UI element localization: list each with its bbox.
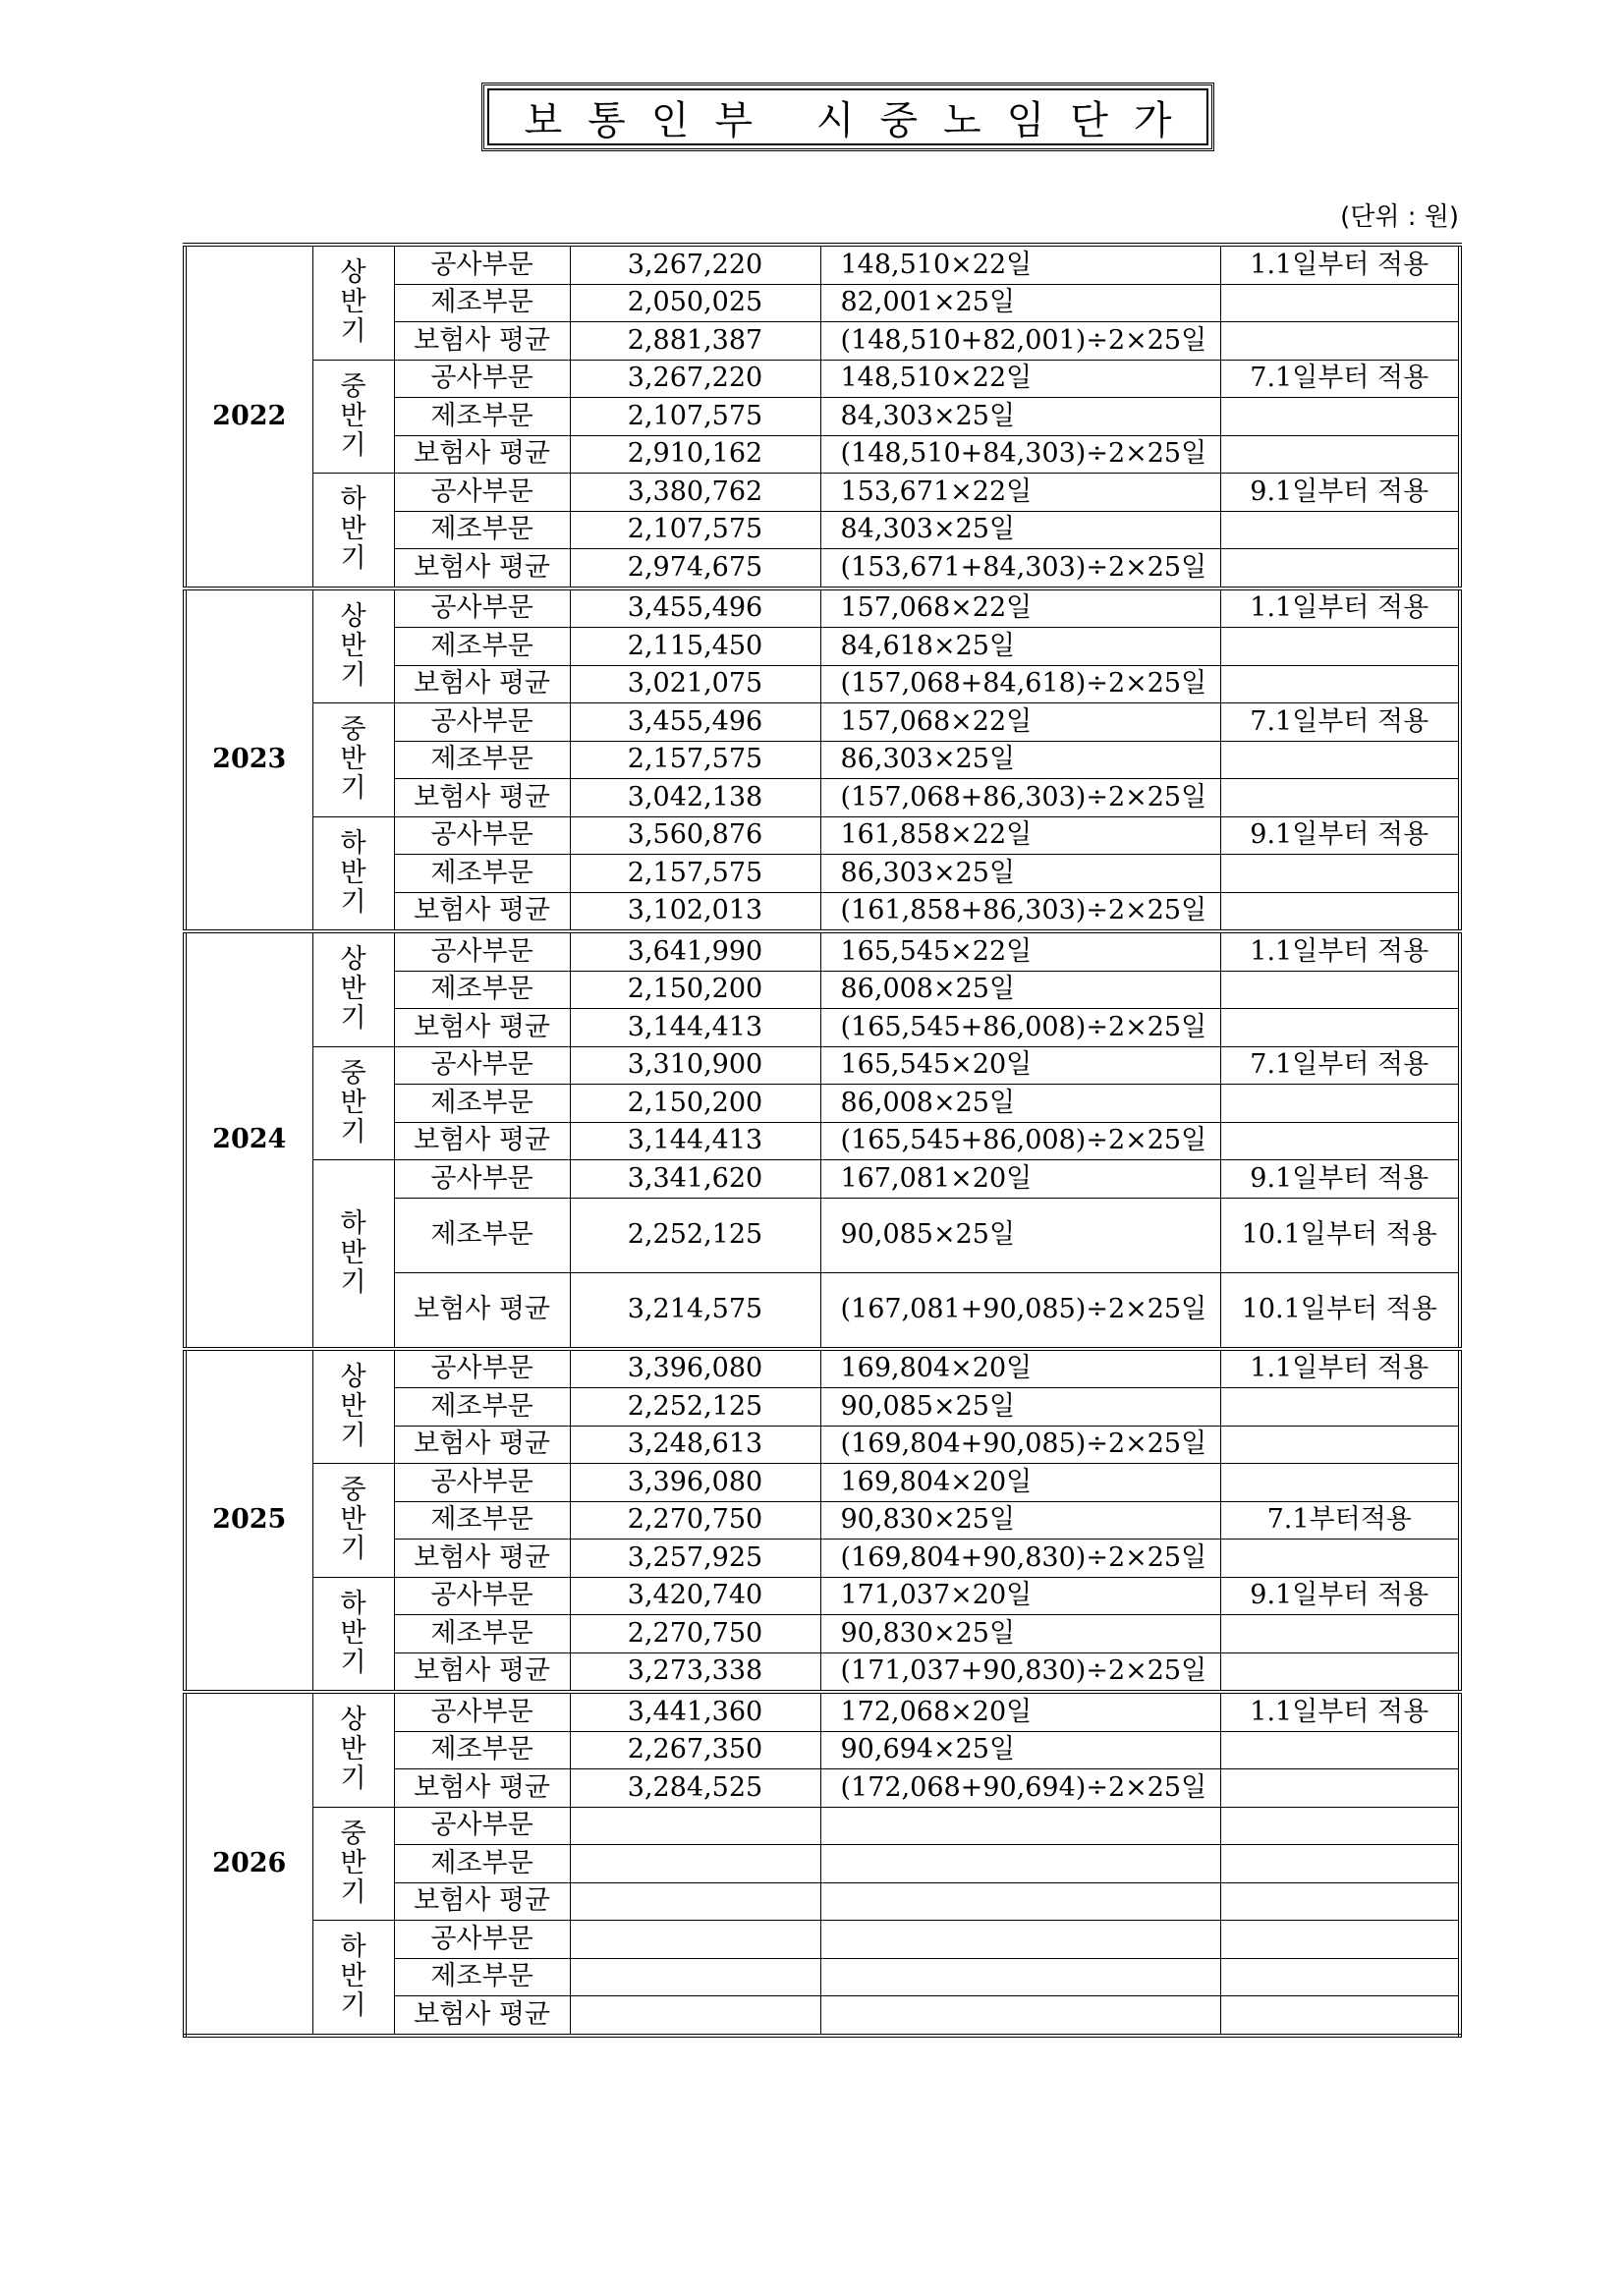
category-cell: 제조부문 (394, 628, 570, 666)
period-label-char: 반 (340, 1087, 366, 1118)
table-row (185, 360, 1460, 398)
formula-cell: 157,068×22일 (820, 588, 1220, 628)
category-cell: 제조부문 (394, 511, 570, 549)
period-label-char: 상 (340, 257, 366, 289)
period-label-char: 반 (340, 857, 366, 888)
note-cell: 1.1일부터 적용 (1220, 1692, 1460, 1731)
table-row (185, 703, 1460, 742)
period-label-char: 반 (340, 1504, 366, 1536)
category-cell: 보험사 평균 (394, 1122, 570, 1160)
amount-cell: 2,974,675 (570, 549, 820, 588)
note-cell (1220, 1731, 1460, 1769)
amount-cell: 3,021,075 (570, 665, 820, 703)
table-row (185, 1921, 1460, 1959)
note-cell: 7.1부터적용 (1220, 1501, 1460, 1540)
category-cell: 공사부문 (394, 1046, 570, 1085)
period-label-char: 기 (340, 1266, 366, 1298)
period-label-char: 반 (340, 1617, 366, 1649)
category-cell: 보험사 평균 (394, 435, 570, 474)
formula-cell: (172,068+90,694)÷2×25일 (820, 1769, 1220, 1808)
formula-cell: (169,804+90,830)÷2×25일 (820, 1540, 1220, 1578)
amount-cell: 3,420,740 (570, 1577, 820, 1615)
wage-table-body (185, 245, 1460, 2036)
unit-label: (단위 : 원) (1340, 202, 1459, 232)
formula-cell (820, 1921, 1220, 1959)
note-cell (1220, 1882, 1460, 1921)
formula-cell: 82,001×25일 (820, 284, 1220, 322)
amount-cell: 2,267,350 (570, 1731, 820, 1769)
note-cell (1220, 1652, 1460, 1692)
category-cell: 공사부문 (394, 588, 570, 628)
period-label-char: 중 (340, 370, 366, 402)
period-cell (312, 703, 394, 817)
amount-cell: 2,150,200 (570, 971, 820, 1009)
period-label-char: 반 (340, 1237, 366, 1268)
category-cell: 제조부문 (394, 1198, 570, 1272)
category-cell: 공사부문 (394, 1160, 570, 1199)
formula-cell: (165,545+86,008)÷2×25일 (820, 1009, 1220, 1047)
formula-cell: 90,085×25일 (820, 1388, 1220, 1427)
table-row (185, 1807, 1460, 1845)
period-label-char: 기 (340, 1116, 366, 1148)
period-label-char: 기 (340, 429, 366, 461)
category-cell: 제조부문 (394, 1388, 570, 1427)
period-label-char: 반 (340, 1390, 366, 1422)
formula-cell: (157,068+84,618)÷2×25일 (820, 665, 1220, 703)
amount-cell: 3,341,620 (570, 1160, 820, 1199)
formula-cell: (157,068+86,303)÷2×25일 (820, 779, 1220, 817)
note-cell: 1.1일부터 적용 (1220, 588, 1460, 628)
formula-cell: 84,618×25일 (820, 628, 1220, 666)
amount-cell: 2,270,750 (570, 1501, 820, 1540)
amount-cell (570, 1882, 820, 1921)
category-cell: 보험사 평균 (394, 892, 570, 931)
table-row (185, 1692, 1460, 1731)
period-label-char: 반 (340, 514, 366, 545)
note-cell (1220, 284, 1460, 322)
amount-cell: 3,396,080 (570, 1464, 820, 1502)
period-label-char: 기 (340, 1764, 366, 1795)
note-cell: 9.1일부터 적용 (1220, 1160, 1460, 1199)
formula-cell (820, 1845, 1220, 1883)
table-row (185, 1349, 1460, 1388)
formula-cell: 165,545×22일 (820, 931, 1220, 971)
amount-cell: 3,455,496 (570, 588, 820, 628)
category-cell: 공사부문 (394, 816, 570, 855)
formula-cell: 90,830×25일 (820, 1615, 1220, 1653)
formula-cell: 161,858×22일 (820, 816, 1220, 855)
amount-cell (570, 1845, 820, 1883)
amount-cell (570, 1921, 820, 1959)
note-cell (1220, 1426, 1460, 1464)
period-label-char: 중 (340, 1057, 366, 1089)
period-cell (312, 245, 394, 360)
year-cell: 2023 (185, 588, 312, 932)
amount-cell: 2,252,125 (570, 1388, 820, 1427)
period-cell (312, 1577, 394, 1692)
formula-cell: 169,804×20일 (820, 1464, 1220, 1502)
formula-cell: 153,671×22일 (820, 474, 1220, 512)
category-cell: 보험사 평균 (394, 549, 570, 588)
note-cell (1220, 779, 1460, 817)
period-label-char: 하 (340, 1932, 366, 1963)
category-cell: 공사부문 (394, 1464, 570, 1502)
category-cell: 제조부문 (394, 398, 570, 436)
period-label-char: 반 (340, 287, 366, 318)
year-cell: 2022 (185, 245, 312, 588)
table-row (185, 931, 1460, 971)
period-label-char: 기 (340, 1876, 366, 1908)
category-cell: 공사부문 (394, 703, 570, 742)
amount-cell: 2,157,575 (570, 741, 820, 779)
note-cell (1220, 322, 1460, 361)
formula-cell (820, 1807, 1220, 1845)
period-label-char: 기 (340, 1003, 366, 1035)
period-cell (312, 1046, 394, 1160)
amount-cell: 2,107,575 (570, 511, 820, 549)
category-cell: 보험사 평균 (394, 1426, 570, 1464)
note-cell (1220, 1845, 1460, 1883)
period-label-char: 기 (340, 773, 366, 805)
category-cell: 보험사 평균 (394, 1652, 570, 1692)
formula-cell: 90,830×25일 (820, 1501, 1220, 1540)
note-cell (1220, 1122, 1460, 1160)
amount-cell: 2,107,575 (570, 398, 820, 436)
amount-cell: 3,273,338 (570, 1652, 820, 1692)
period-cell (312, 1692, 394, 1807)
note-cell (1220, 1464, 1460, 1502)
formula-cell: 167,081×20일 (820, 1160, 1220, 1199)
period-label-char: 하 (340, 827, 366, 859)
formula-cell: (148,510+84,303)÷2×25일 (820, 435, 1220, 474)
note-cell: 9.1일부터 적용 (1220, 474, 1460, 512)
note-cell (1220, 511, 1460, 549)
note-cell: 9.1일부터 적용 (1220, 1577, 1460, 1615)
amount-cell: 3,102,013 (570, 892, 820, 931)
category-cell: 제조부문 (394, 1731, 570, 1769)
amount-cell: 3,144,413 (570, 1122, 820, 1160)
period-label-char: 상 (340, 944, 366, 976)
formula-cell: 90,085×25일 (820, 1198, 1220, 1272)
note-cell (1220, 1958, 1460, 1996)
period-label-char: 상 (340, 1705, 366, 1736)
amount-cell: 3,248,613 (570, 1426, 820, 1464)
amount-cell: 2,157,575 (570, 855, 820, 893)
note-cell (1220, 1807, 1460, 1845)
formula-cell: 90,694×25일 (820, 1731, 1220, 1769)
note-cell (1220, 628, 1460, 666)
period-label-char: 중 (340, 1818, 366, 1849)
formula-cell (820, 1958, 1220, 1996)
table-row (185, 1577, 1460, 1615)
wage-table (183, 243, 1462, 2038)
category-cell: 보험사 평균 (394, 1769, 570, 1808)
amount-cell (570, 1996, 820, 2036)
period-label-char: 하 (340, 1588, 366, 1619)
period-label-char: 기 (340, 1647, 366, 1678)
formula-cell: 148,510×22일 (820, 360, 1220, 398)
period-label-char: 중 (340, 1475, 366, 1506)
category-cell: 보험사 평균 (394, 1009, 570, 1047)
amount-cell: 3,267,220 (570, 360, 820, 398)
formula-cell: 84,303×25일 (820, 511, 1220, 549)
note-cell: 9.1일부터 적용 (1220, 816, 1460, 855)
category-cell: 공사부문 (394, 1349, 570, 1388)
table-row (185, 1160, 1460, 1199)
document-title-box (481, 83, 1214, 151)
note-cell (1220, 1996, 1460, 2036)
period-label-char: 반 (340, 1734, 366, 1765)
category-cell: 공사부문 (394, 360, 570, 398)
period-label-char: 중 (340, 714, 366, 746)
formula-cell: (148,510+82,001)÷2×25일 (820, 322, 1220, 361)
table-row (185, 1046, 1460, 1085)
period-label-char: 하 (340, 484, 366, 516)
period-label-char: 기 (340, 543, 366, 575)
formula-cell: 84,303×25일 (820, 398, 1220, 436)
category-cell: 제조부문 (394, 1958, 570, 1996)
category-cell: 제조부문 (394, 855, 570, 893)
note-cell: 1.1일부터 적용 (1220, 245, 1460, 284)
year-cell: 2026 (185, 1692, 312, 2036)
formula-cell (820, 1996, 1220, 2036)
note-cell (1220, 1388, 1460, 1427)
note-cell (1220, 855, 1460, 893)
note-cell (1220, 1769, 1460, 1808)
amount-cell: 2,881,387 (570, 322, 820, 361)
amount-cell: 3,380,762 (570, 474, 820, 512)
formula-cell: 86,008×25일 (820, 1085, 1220, 1123)
formula-cell: 171,037×20일 (820, 1577, 1220, 1615)
amount-cell (570, 1807, 820, 1845)
note-cell: 7.1일부터 적용 (1220, 703, 1460, 742)
note-cell (1220, 549, 1460, 588)
period-cell (312, 1464, 394, 1578)
note-cell: 10.1일부터 적용 (1220, 1272, 1460, 1349)
category-cell: 보험사 평균 (394, 322, 570, 361)
amount-cell: 3,441,360 (570, 1692, 820, 1731)
category-cell: 공사부문 (394, 931, 570, 971)
formula-cell: 169,804×20일 (820, 1349, 1220, 1388)
period-cell (312, 1160, 394, 1349)
period-label-char: 기 (340, 1420, 366, 1451)
period-label-char: 반 (340, 1961, 366, 1992)
formula-cell: 86,008×25일 (820, 971, 1220, 1009)
note-cell (1220, 665, 1460, 703)
formula-cell: 86,303×25일 (820, 741, 1220, 779)
note-cell (1220, 435, 1460, 474)
period-label-char: 하 (340, 1207, 366, 1239)
category-cell: 보험사 평균 (394, 1540, 570, 1578)
category-cell: 제조부문 (394, 1615, 570, 1653)
note-cell: 7.1일부터 적용 (1220, 1046, 1460, 1085)
period-label-char: 반 (340, 1847, 366, 1878)
amount-cell: 2,150,200 (570, 1085, 820, 1123)
amount-cell: 3,560,876 (570, 816, 820, 855)
period-cell (312, 474, 394, 588)
period-label-char: 기 (340, 316, 366, 348)
note-cell: 10.1일부터 적용 (1220, 1198, 1460, 1272)
period-cell (312, 360, 394, 474)
category-cell: 제조부문 (394, 741, 570, 779)
category-cell: 공사부문 (394, 474, 570, 512)
category-cell: 제조부문 (394, 1085, 570, 1123)
table-row (185, 474, 1460, 512)
table-row (185, 588, 1460, 628)
table-row (185, 816, 1460, 855)
period-label-char: 반 (340, 630, 366, 661)
formula-cell: 157,068×22일 (820, 703, 1220, 742)
period-cell (312, 1807, 394, 1921)
amount-cell: 2,270,750 (570, 1615, 820, 1653)
period-cell (312, 816, 394, 931)
formula-cell: (165,545+86,008)÷2×25일 (820, 1122, 1220, 1160)
note-cell: 1.1일부터 적용 (1220, 1349, 1460, 1388)
amount-cell: 3,455,496 (570, 703, 820, 742)
period-label-char: 상 (340, 600, 366, 632)
category-cell: 공사부문 (394, 1692, 570, 1731)
amount-cell: 3,310,900 (570, 1046, 820, 1085)
period-cell (312, 1921, 394, 2036)
amount-cell: 2,910,162 (570, 435, 820, 474)
amount-cell (570, 1958, 820, 1996)
note-cell: 7.1일부터 적용 (1220, 360, 1460, 398)
formula-cell: (169,804+90,085)÷2×25일 (820, 1426, 1220, 1464)
table-row (185, 1464, 1460, 1502)
formula-cell: (171,037+90,830)÷2×25일 (820, 1652, 1220, 1692)
amount-cell: 3,284,525 (570, 1769, 820, 1808)
category-cell: 제조부문 (394, 971, 570, 1009)
period-label-char: 상 (340, 1361, 366, 1392)
amount-cell: 3,214,575 (570, 1272, 820, 1349)
amount-cell: 3,641,990 (570, 931, 820, 971)
formula-cell: (161,858+86,303)÷2×25일 (820, 892, 1220, 931)
period-label-char: 기 (340, 659, 366, 691)
category-cell: 공사부문 (394, 1921, 570, 1959)
note-cell: 1.1일부터 적용 (1220, 931, 1460, 971)
category-cell: 공사부문 (394, 1577, 570, 1615)
category-cell: 보험사 평균 (394, 779, 570, 817)
note-cell (1220, 971, 1460, 1009)
formula-cell (820, 1882, 1220, 1921)
year-cell: 2024 (185, 931, 312, 1349)
formula-cell: 86,303×25일 (820, 855, 1220, 893)
note-cell (1220, 892, 1460, 931)
note-cell (1220, 1540, 1460, 1578)
amount-cell: 3,042,138 (570, 779, 820, 817)
table-row (185, 245, 1460, 284)
amount-cell: 2,252,125 (570, 1198, 820, 1272)
amount-cell: 3,267,220 (570, 245, 820, 284)
category-cell: 공사부문 (394, 245, 570, 284)
formula-cell: 165,545×20일 (820, 1046, 1220, 1085)
category-cell: 제조부문 (394, 284, 570, 322)
period-cell (312, 1349, 394, 1464)
period-cell (312, 588, 394, 703)
category-cell: 보험사 평균 (394, 1882, 570, 1921)
formula-cell: 148,510×22일 (820, 245, 1220, 284)
category-cell: 제조부문 (394, 1501, 570, 1540)
period-label-char: 반 (340, 744, 366, 775)
note-cell (1220, 1009, 1460, 1047)
amount-cell: 2,115,450 (570, 628, 820, 666)
formula-cell: (167,081+90,085)÷2×25일 (820, 1272, 1220, 1349)
period-cell (312, 931, 394, 1046)
amount-cell: 3,144,413 (570, 1009, 820, 1047)
amount-cell: 3,257,925 (570, 1540, 820, 1578)
amount-cell: 2,050,025 (570, 284, 820, 322)
note-cell (1220, 741, 1460, 779)
note-cell (1220, 1615, 1460, 1653)
amount-cell: 3,396,080 (570, 1349, 820, 1388)
year-cell: 2025 (185, 1349, 312, 1693)
document-title: 보통인부 시중노임단가 (487, 88, 1208, 145)
formula-cell: 172,068×20일 (820, 1692, 1220, 1731)
note-cell (1220, 1085, 1460, 1123)
period-label-char: 기 (340, 1990, 366, 2022)
category-cell: 보험사 평균 (394, 665, 570, 703)
category-cell: 제조부문 (394, 1845, 570, 1883)
category-cell: 공사부문 (394, 1807, 570, 1845)
category-cell: 보험사 평균 (394, 1996, 570, 2036)
formula-cell: (153,671+84,303)÷2×25일 (820, 549, 1220, 588)
note-cell (1220, 398, 1460, 436)
period-label-char: 기 (340, 886, 366, 918)
period-label-char: 반 (340, 974, 366, 1005)
note-cell (1220, 1921, 1460, 1959)
period-label-char: 기 (340, 1534, 366, 1565)
category-cell: 보험사 평균 (394, 1272, 570, 1349)
period-label-char: 반 (340, 400, 366, 431)
